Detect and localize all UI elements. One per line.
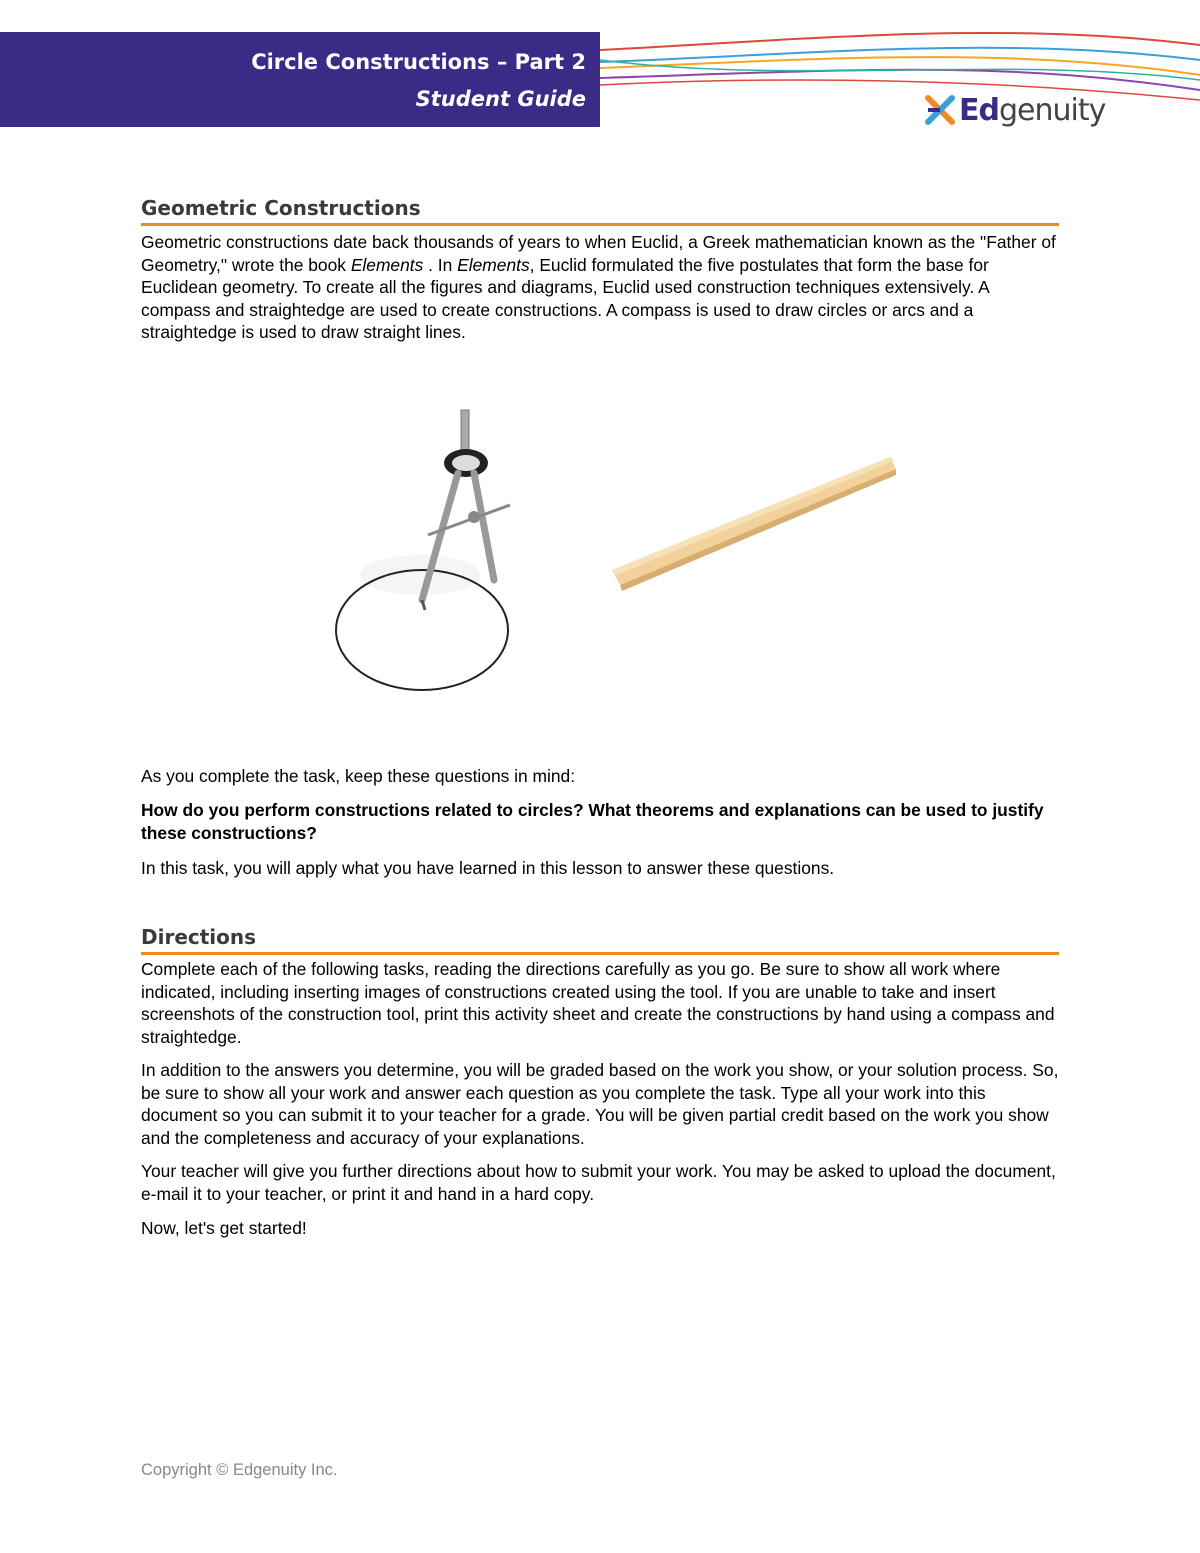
logo-text: Edgenuity (959, 92, 1106, 128)
guiding-question: How do you perform constructions related to circles? What theorems and explanations can be used to justify these constructions? (141, 800, 1044, 843)
questions-outro: In this task, you will apply what you have learned in this lesson to answer these questions. (141, 858, 835, 878)
section-title-directions: Directions (141, 925, 1059, 955)
directions-paragraph-3: Your teacher will give you further directions about how to submit your work. You may be asked to upload the document, e-mail it to your teacher, or print it and hand in a hard copy. (141, 1161, 1056, 1204)
compass-straightedge-figure (300, 395, 920, 715)
logo-x-icon (925, 95, 955, 125)
section1-paragraph: Geometric constructions date back thousands of years to when Euclid, a Greek mathematician known as the "Father of Geometry," wrote the book Elements . In Elements, Euclid formulated the five postulates that form the base for Euclidean geometry. To create all the figures and diagrams, Euclid used construction techniques extensively. A compass and straightedge are used to create constructions. A compass is used to draw circles or arcs and a straightedge is used to draw straight lines. (141, 232, 1056, 342)
directions-paragraph-1: Complete each of the following tasks, reading the directions carefully as you go. Be sure to show all work where indicated, including inserting images of constructions created using the tool. If you are unable to take and insert screenshots of the construction tool, print this activity sheet and create the constructions by hand using a compass and straightedge. (141, 959, 1055, 1047)
edgenuity-logo (925, 90, 1105, 130)
section-title-geometric-constructions: Geometric Constructions (141, 196, 1059, 226)
header-title-box (0, 32, 600, 127)
questions-intro: As you complete the task, keep these questions in mind: (141, 766, 576, 786)
directions-paragraph-2: In addition to the answers you determine, you will be graded based on the work you show, or your solution process. So, be sure to show all your work and answer each question as you complete the task. Type all your work into this document so you can submit it to your teacher for a grade. You will be given partial credit based on the work you show and the completeness and accuracy of your explanations. (141, 1060, 1059, 1148)
directions-paragraph-4: Now, let's get started! (141, 1218, 307, 1238)
copyright-footer: Copyright © Edgenuity Inc. (141, 1461, 338, 1479)
compass-icon (336, 410, 510, 690)
straightedge-icon (612, 457, 896, 591)
document-subtitle: Student Guide (415, 87, 586, 111)
document-title: Circle Constructions – Part 2 (251, 50, 586, 74)
